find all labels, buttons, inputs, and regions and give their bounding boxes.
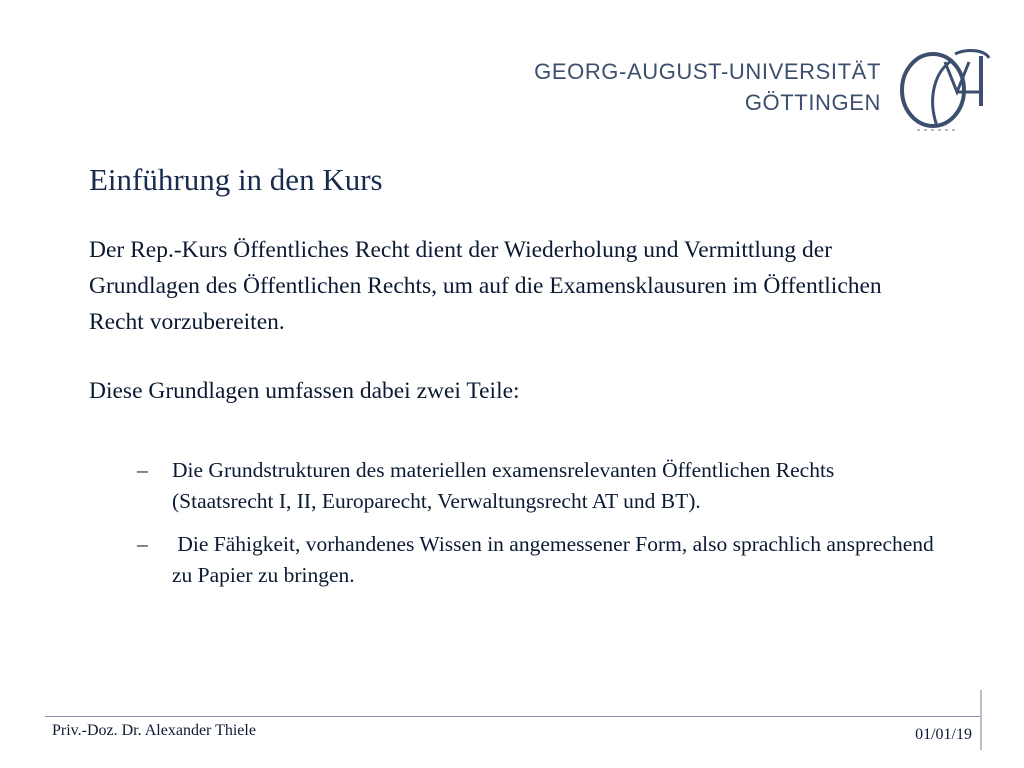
parts-paragraph: Diese Grundlagen umfassen dabei zwei Teile:	[89, 378, 520, 404]
bullet-list	[89, 455, 939, 591]
slide-content	[89, 232, 939, 591]
bullet-dash: –	[137, 458, 148, 482]
university-seal-icon	[895, 48, 993, 138]
footer-divider	[45, 716, 981, 717]
bullet-text: Die Grundstrukturen des materiellen examensrelevanten Öffentlichen Rechts (Staatsrecht I, II, Europarecht, Verwaltungsrecht AT und BT).	[172, 458, 835, 513]
intro-paragraph: Der Rep.-Kurs Öffentliches Recht dient der Wiederholung und Vermittlung der Grundlagen des Öffentlichen Rechts, um auf die Examensklausuren im Öffentlichen Recht vorzubereiten.	[89, 237, 882, 335]
footer-date: 01/01/19	[915, 726, 972, 743]
bullet-dash: –	[137, 532, 148, 556]
university-name-line2: GÖTTINGEN	[744, 90, 881, 115]
university-name-line1: GEORG-AUGUST-UNIVERSITÄT	[534, 59, 881, 84]
university-name	[534, 56, 881, 118]
list-item	[89, 529, 939, 591]
list-item	[89, 455, 939, 517]
footer-vertical-rule	[980, 690, 982, 750]
slide-title: Einführung in den Kurs	[89, 162, 383, 197]
footer-author: Priv.-Doz. Dr. Alexander Thiele	[52, 722, 256, 739]
bullet-text: Die Fähigkeit, vorhandenes Wissen in angemessener Form, also sprachlich ansprechend zu Papier zu bringen.	[172, 532, 940, 587]
